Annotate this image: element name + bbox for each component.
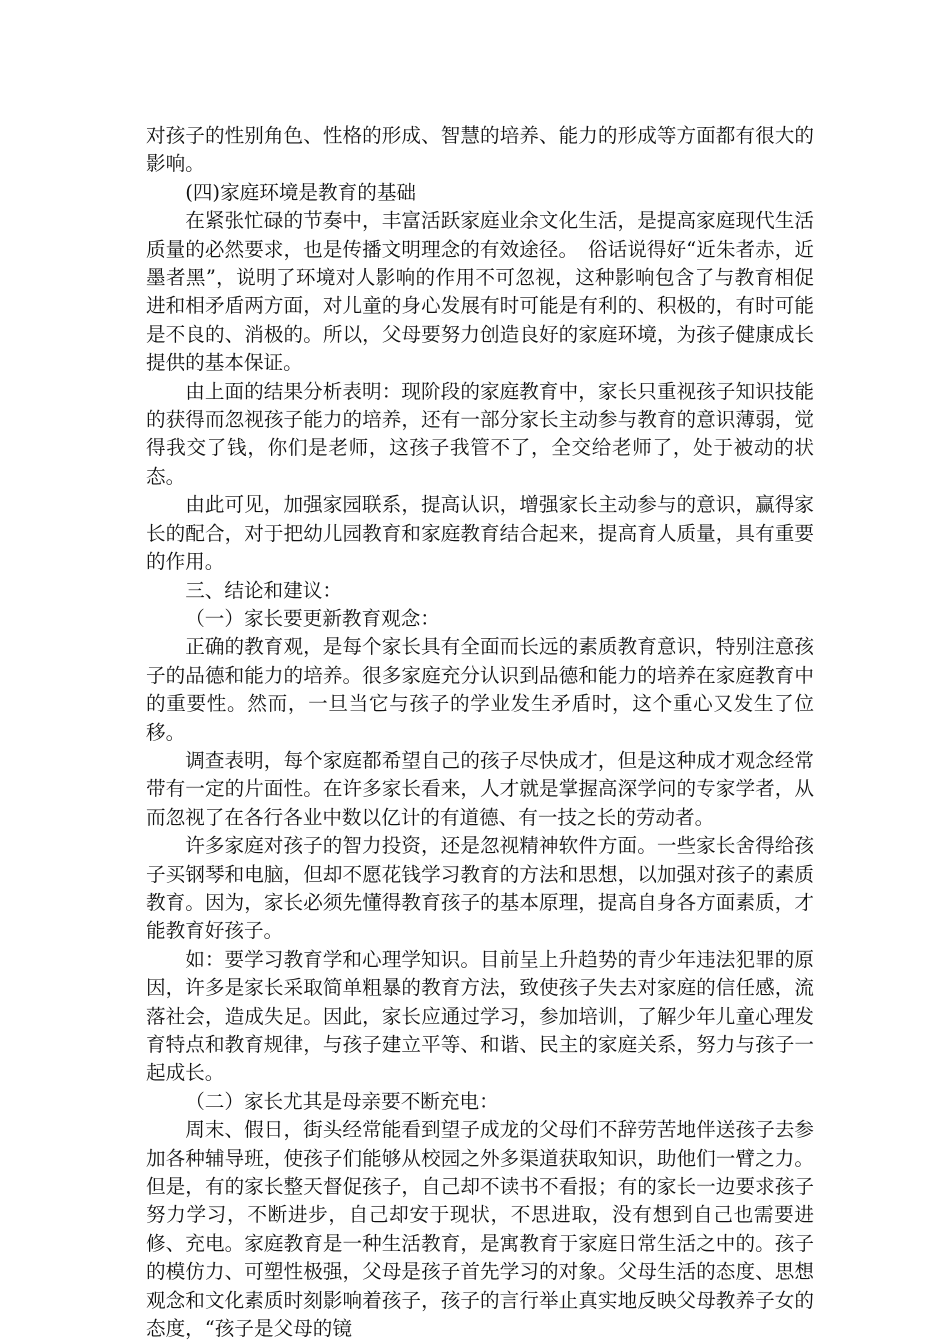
paragraph: 如：要学习教育学和心理学知识。目前呈上升趋势的青少年违法犯罪的原因，许多是家长采取简单粗暴的教育方法，致使孩子失去对家庭的信任感，流落社会，造成失足。因此，家长应通过学习，参加培训，了解少年儿童心理发育特点和教育规律，与孩子建立平等、和谐、民主的家庭关系，努力与孩子一起成长。 xyxy=(146,947,814,1085)
section-heading-family-environment: (四)家庭环境是教育的基础 xyxy=(185,180,417,204)
paragraph: 许多家庭对孩子的智力投资，还是忽视精神软件方面。一些家长舍得给孩子买钢琴和电脑，但却不愿花钱学习教育的方法和思想，以加强对孩子的素质教育。因为，家长必须先懂得教育孩子的基本原理，提高自身各方面素质，才能教育好孩子。 xyxy=(146,834,814,943)
paragraph: 周末、假日，街头经常能看到望子成龙的父母们不辞劳苦地伴送孩子去参加各种辅导班，使孩子们能够从校园之外多渠道获取知识，助他们一臂之力。但是，有的家长整天督促孩子，自己却不读书不看报；有的家长一边要求孩子努力学习，不断进步，自己却安于现状，不思进取，没有想到自己也需要进修、充电。家庭教育是一种生活教育，是寓教育于家庭日常生活之中的。孩子的模仿力、可塑性极强，父母是孩子首先学习的对象。父母生活的态度、思想观念和文化素质时刻影响着孩子，孩子的言行举止真实地反映父母教养子女的态度，“孩子是父母的镜 xyxy=(146,1118,814,1341)
paragraph: 调查表明，每个家庭都希望自己的孩子尽快成才，但是这种成才观念经常带有一定的片面性。在许多家长看来，人才就是掌握高深学问的专家学者，从而忽视了在各行各业中数以亿计的有道德、有一技之长的劳动者。 xyxy=(146,748,814,829)
paragraph: 由此可见，加强家园联系，提高认识，增强家长主动参与的意识，赢得家长的配合，对于把幼儿园教育和家庭教育结合起来，提高育人质量，具有重要的作用。 xyxy=(146,493,814,574)
paragraph: 正确的教育观，是每个家长具有全面而长远的素质教育意识，特别注意孩子的品德和能力的培养。很多家庭充分认识到品德和能力的培养在家庭教育中的重要性。然而，一旦当它与孩子的学业发生矛盾时，这个重心又发生了位移。 xyxy=(146,635,814,744)
section-heading-conclusions: 三、结论和建议： xyxy=(185,578,342,602)
document-page xyxy=(146,122,814,1343)
subsection-heading-update-concepts: （一）家长要更新教育观念： xyxy=(185,606,440,630)
paragraph: 在紧张忙碌的节奏中，丰富活跃家庭业余文化生活，是提高家庭现代生活质量的必然要求，也是传播文明理念的有效途径。 俗话说得好“近朱者赤，近墨者黑”，说明了环境对人影响的作用不可忽视，这种影响包含了与教育相促进和相矛盾两方面，对儿童的身心发展有时可能是有利的、积极的，有时可能是不良的、消极的。所以，父母要努力创造良好的家庭环境，为孩子健康成长提供的基本保证。 xyxy=(146,209,814,375)
subsection-heading-keep-learning: （二）家长尤其是母亲要不断充电： xyxy=(185,1089,499,1113)
paragraph: 由上面的结果分析表明：现阶段的家庭教育中，家长只重视孩子知识技能的获得而忽视孩子能力的培养，还有一部分家长主动参与教育的意识薄弱，觉得我交了钱，你们是老师，这孩子我管不了，全交给老师了，处于被动的状态。 xyxy=(146,379,814,488)
paragraph-continuation: 对孩子的性别角色、性格的形成、智慧的培养、能力的形成等方面都有很大的影响。 xyxy=(146,124,814,176)
